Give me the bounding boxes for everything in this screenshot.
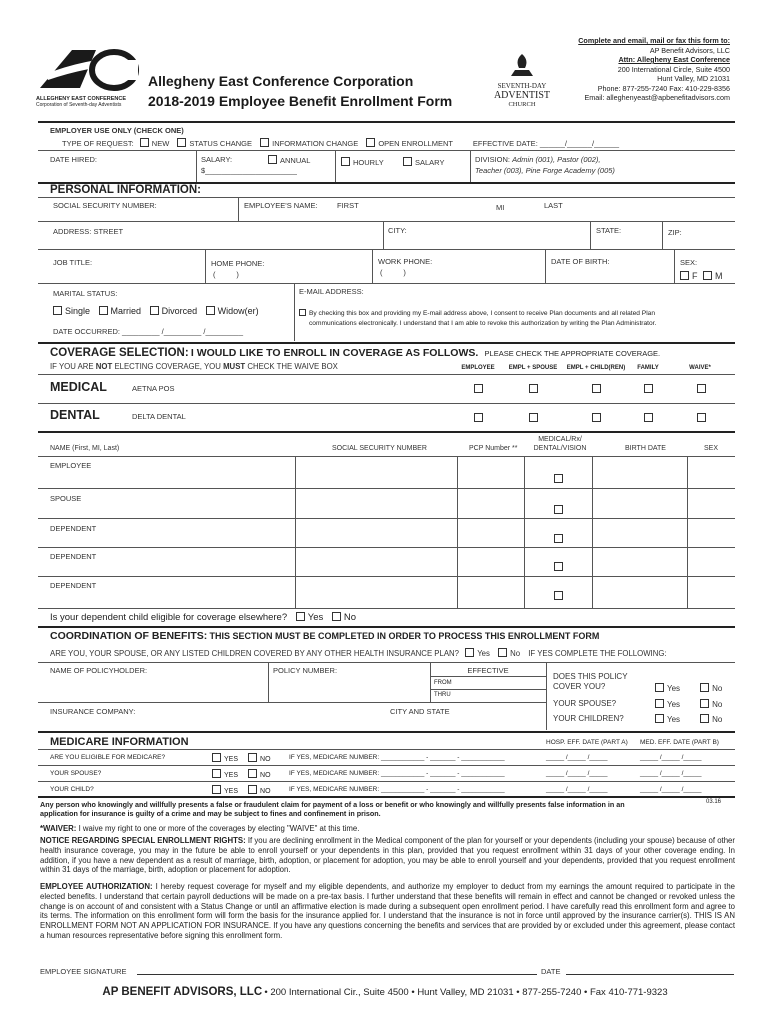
- cover-you-no-label: No: [712, 684, 723, 693]
- dob-field[interactable]: DATE OF BIRTH:: [551, 257, 610, 266]
- policy-number-field[interactable]: POLICY NUMBER:: [273, 666, 338, 675]
- medicare-child-hosp-date[interactable]: _____ /_____ /_____: [546, 786, 608, 793]
- cob-if-yes: IF YES COMPLETE THE FOLLOWING:: [528, 649, 667, 658]
- medicare-child-med-date[interactable]: _____ /_____ /_____: [640, 786, 702, 793]
- notice-text: [40, 836, 735, 875]
- dental-label: DENTAL: [50, 408, 100, 422]
- salary-option-label: SALARY: [415, 158, 445, 167]
- personal-heading: PERSONAL INFORMATION:: [50, 184, 201, 196]
- medicare-child-no-checkbox[interactable]: [248, 785, 257, 794]
- divorced-checkbox[interactable]: [150, 306, 159, 315]
- row-employee: EMPLOYEE: [50, 461, 92, 470]
- division-line-1: Admin (001), Pastor (002),: [512, 155, 601, 164]
- medicare-spouse-no-checkbox[interactable]: [248, 769, 257, 778]
- contact-addr2: Hunt Valley, MD 21031: [657, 74, 730, 83]
- sex-label: SEX:: [680, 258, 698, 267]
- contact-block: [470, 36, 730, 103]
- dental-children-checkbox[interactable]: [592, 413, 601, 422]
- eligible-elsewhere-row: [50, 612, 356, 623]
- hourly-label: HOURLY: [353, 158, 384, 167]
- consent-line-2: communications electronically. I understand that I am able to revoke this authorization by writing the Plan Administrator.: [309, 320, 657, 327]
- coverage-heading-rest: I WOULD LIKE TO ENROLL IN COVERAGE AS FOLLOWS.: [190, 347, 479, 359]
- divorced-label: Divorced: [161, 306, 198, 316]
- coverage-heading: COVERAGE SELECTION:: [50, 347, 189, 359]
- insurance-company-field[interactable]: INSURANCE COMPANY:: [50, 707, 136, 716]
- cover-you-line-1: DOES THIS POLICY: [553, 672, 628, 681]
- col-spouse: EMPL + SPOUSE: [508, 365, 558, 371]
- cover-you-question: [553, 672, 628, 692]
- cob-question: ARE YOU, YOUR SPOUSE, OR ANY LISTED CHILDREN COVERED BY ANY OTHER HEALTH INSURANCE PLAN?: [50, 649, 460, 658]
- address-label: ADDRESS:: [53, 227, 92, 236]
- state-field[interactable]: STATE:: [596, 226, 622, 235]
- waive-not: NOT: [95, 362, 113, 371]
- cover-spouse-question: YOUR SPOUSE?: [553, 699, 617, 708]
- cover-children-yes-label: Yes: [667, 715, 681, 724]
- marital-label: MARITAL STATUS:: [53, 289, 118, 298]
- medical-employee-checkbox[interactable]: [474, 384, 483, 393]
- sex-m-label: M: [715, 271, 723, 281]
- sda-line-2: ADVENTIST: [493, 90, 551, 101]
- single-checkbox[interactable]: [53, 306, 62, 315]
- new-checkbox[interactable]: [140, 138, 149, 147]
- status-change-checkbox[interactable]: [177, 138, 186, 147]
- eligible-question: Is your dependent child eligible for coverage elsewhere?: [50, 612, 288, 623]
- medicare-self-hosp-date[interactable]: _____ /_____ /_____: [546, 754, 608, 761]
- aec-logo: [36, 44, 146, 106]
- thru-field[interactable]: THRU: [434, 692, 451, 698]
- waiver-text: [40, 824, 735, 834]
- row-dependent-2: DEPENDENT: [50, 552, 97, 561]
- cover-spouse-no-label: No: [712, 700, 723, 709]
- col-name: NAME (First, MI, Last): [50, 445, 120, 452]
- salary-checkbox[interactable]: [403, 157, 412, 166]
- job-title-field[interactable]: JOB TITLE:: [53, 258, 93, 267]
- cover-spouse-yes-label: Yes: [667, 700, 681, 709]
- medicare-child-number[interactable]: IF YES, MEDICARE NUMBER: ____________ - _______ - ____________: [289, 786, 505, 793]
- medicare-self-med-date[interactable]: _____ /_____ /_____: [640, 754, 702, 761]
- cover-spouse-no-checkbox[interactable]: [700, 699, 709, 708]
- salary-label: SALARY:: [201, 155, 233, 164]
- open-enrollment-checkbox[interactable]: [366, 138, 375, 147]
- medicare-child-no: NO: [260, 788, 271, 795]
- division-label: DIVISION:: [475, 155, 511, 164]
- medicare-spouse-no: NO: [260, 772, 271, 779]
- col-pcp: PCP Number **: [469, 445, 518, 452]
- dental-waive-checkbox[interactable]: [697, 413, 706, 422]
- consent-line-1: By checking this box and providing my E-mail address above, I consent to receive Plan documents and all related Plan: [309, 310, 655, 317]
- cover-children-no-label: No: [712, 715, 723, 724]
- home-phone-label: HOME PHONE:: [211, 259, 265, 268]
- work-phone-field[interactable]: ( ): [380, 268, 406, 277]
- col-birth: BIRTH DATE: [625, 445, 666, 452]
- medicare-child-yes: YES: [224, 788, 239, 795]
- medicare-child-yes-checkbox[interactable]: [212, 785, 221, 794]
- contact-attn: Attn: Allegheny East Conference: [618, 55, 730, 64]
- date-occurred-field[interactable]: DATE OCCURRED: _________ /_________ /_________: [53, 327, 243, 336]
- medicare-spouse-yes: YES: [224, 772, 239, 779]
- notice-label: NOTICE REGARDING SPECIAL ENROLLMENT RIGHTS:: [40, 836, 246, 845]
- medicare-child-question: YOUR CHILD?: [50, 786, 94, 793]
- signature-line[interactable]: [137, 974, 537, 975]
- cob-heading: COORDINATION OF BENEFITS:: [50, 630, 208, 642]
- married-label: Married: [110, 306, 142, 316]
- widow-checkbox[interactable]: [206, 306, 215, 315]
- cob-no-checkbox[interactable]: [498, 648, 507, 657]
- row-dependent-3: DEPENDENT: [50, 581, 97, 590]
- medical-family-checkbox[interactable]: [644, 384, 653, 393]
- last-name-field[interactable]: LAST: [544, 201, 563, 210]
- medicare-spouse-question: YOUR SPOUSE?: [50, 770, 102, 777]
- col-employee: EMPLOYEE: [461, 365, 495, 371]
- col-medical-2: DENTAL/VISION: [533, 445, 587, 452]
- date-line[interactable]: [566, 974, 734, 975]
- contact-email: Email: alleghenyeast@apbenefitadvisors.com: [584, 93, 730, 102]
- fraud-line-1: Any person who knowingly and willfully presents a false or fraudulent claim for payment of a loss or benefit or who knowingly and willfully presents false information in an: [40, 800, 625, 809]
- info-change-checkbox[interactable]: [260, 138, 269, 147]
- col-children: EMPL + CHILD(REN): [566, 365, 626, 371]
- logo-caption-1: ALLEGHENY EAST CONFERENCE: [36, 96, 127, 102]
- sex-f-label: F: [692, 271, 698, 281]
- cover-children-question: YOUR CHILDREN?: [553, 714, 624, 723]
- eligible-yes-label: Yes: [307, 612, 324, 623]
- info-change-label: INFORMATION CHANGE: [272, 139, 359, 148]
- cover-children-no-checkbox[interactable]: [700, 714, 709, 723]
- sda-line-1: SEVENTH-DAY: [497, 82, 547, 90]
- city-field[interactable]: CITY:: [388, 226, 407, 235]
- waiver-body: I waive my right to one or more of the coverages by electing "WAIVE" at this time.: [78, 824, 360, 833]
- cob-yes-checkbox[interactable]: [465, 648, 474, 657]
- sda-line-3: CHURCH: [508, 101, 536, 108]
- hourly-checkbox[interactable]: [341, 157, 350, 166]
- coverage-heading-row: [50, 347, 660, 359]
- med-date-label: MED. EFF. DATE (PART B): [640, 739, 719, 746]
- medicare-self-yes: YES: [224, 756, 239, 763]
- date-label: DATE: [541, 967, 561, 976]
- dental-spouse-checkbox[interactable]: [529, 413, 538, 422]
- col-medical-1: MEDICAL/Rx/: [538, 436, 582, 443]
- hosp-date-label: HOSP. EFF. DATE (PART A): [546, 739, 628, 746]
- eligible-yes-checkbox[interactable]: [296, 612, 305, 621]
- work-phone-label: WORK PHONE:: [378, 257, 433, 266]
- home-phone-field[interactable]: ( ): [213, 270, 239, 279]
- city-state-field[interactable]: CITY AND STATE: [390, 707, 450, 716]
- authorization-text: [40, 882, 735, 941]
- form-version: 03.16: [706, 799, 722, 805]
- salary-field[interactable]: $______________________: [201, 166, 297, 175]
- authorization-label: EMPLOYEE AUTHORIZATION:: [40, 882, 153, 891]
- new-label: NEW: [151, 139, 170, 148]
- waive-text-3: CHECK THE WAIVE BOX: [247, 362, 338, 371]
- medicare-spouse-hosp-date[interactable]: _____ /_____ /_____: [546, 770, 608, 777]
- cover-you-yes-checkbox[interactable]: [655, 683, 664, 692]
- medical-waive-checkbox[interactable]: [697, 384, 706, 393]
- waive-text-1: IF YOU ARE: [50, 362, 94, 371]
- consent-checkbox[interactable]: [299, 309, 306, 316]
- medicare-self-no-checkbox[interactable]: [248, 753, 257, 762]
- medicare-self-no: NO: [260, 756, 271, 763]
- fraud-line-2: application for insurance is guilty of a crime and may be subject to fines and confinement in prison.: [40, 809, 381, 818]
- cob-heading-rest: THIS SECTION MUST BE COMPLETED IN ORDER TO PROCESS THIS ENROLLMENT FORM: [209, 631, 600, 641]
- medicare-self-yes-checkbox[interactable]: [212, 753, 221, 762]
- policyholder-field[interactable]: NAME OF POLICYHOLDER:: [50, 666, 148, 675]
- col-sex: SEX: [704, 445, 719, 452]
- form-title-2: 2018-2019 Employee Benefit Enrollment Form: [148, 93, 453, 109]
- cover-children-yes-checkbox[interactable]: [655, 714, 664, 723]
- consent-block: [299, 309, 656, 329]
- spouse-coverage-checkbox[interactable]: [554, 505, 563, 514]
- waive-instruction: [50, 362, 338, 371]
- col-ssn: SOCIAL SECURITY NUMBER: [332, 445, 427, 452]
- cover-spouse-yes-checkbox[interactable]: [655, 699, 664, 708]
- authorization-body: I hereby request coverage for myself and my eligible dependents, and authorize my employer to deduct from my earnings the amount required to participate in the elected benefits. I understand that certain payroll deductions will be made on a pre-tax basis. I further understand that these benefits will remain in effect and cannot be changed or revoked unless the change is on account of and consistent with a Status Change or until an affirmative election is made during a subsequent open enrollment period. I have carefully read this enrollment form and agree to its terms. The information on this enrollment form will form the basis for the insurance applied for. I understand that the insurance is not in force until approved by the insurance carrier(s). THIS IS AN ENROLLMENT FORM NOT AN APPLICATION FOR INSURANCE. If you have any questions concerning the benefits and services that are provided by or excluded under this agreement, please contact a human resources representative before signing this enrollment form.: [40, 882, 735, 940]
- coverage-note: PLEASE CHECK THE APPROPRIATE COVERAGE.: [484, 349, 661, 358]
- sex-m-checkbox[interactable]: [703, 271, 712, 280]
- contact-company: AP Benefit Advisors, LLC: [649, 45, 730, 55]
- dental-family-checkbox[interactable]: [644, 413, 653, 422]
- medicare-self-number[interactable]: IF YES, MEDICARE NUMBER: ____________ - _______ - ____________: [289, 754, 505, 761]
- cob-yes-label: Yes: [477, 649, 490, 658]
- form-title-1: Allegheny East Conference Corporation: [148, 73, 414, 89]
- row-dependent-1: DEPENDENT: [50, 524, 97, 533]
- dependent-1-coverage-checkbox[interactable]: [554, 534, 563, 543]
- contact-addr1: 200 International Circle, Suite 4500: [617, 64, 730, 74]
- sex-f-checkbox[interactable]: [680, 271, 689, 280]
- eligible-no-checkbox[interactable]: [332, 612, 341, 621]
- street-field[interactable]: STREET: [93, 227, 124, 236]
- eligible-no-label: No: [343, 612, 357, 623]
- employee-coverage-checkbox[interactable]: [554, 474, 563, 483]
- cover-you-yes-label: Yes: [667, 684, 681, 693]
- from-field[interactable]: FROM: [434, 680, 452, 686]
- dependent-2-coverage-checkbox[interactable]: [554, 562, 563, 571]
- fraud-warning: [40, 800, 690, 818]
- effective-date-field[interactable]: EFFECTIVE DATE: ______/______/______: [472, 139, 620, 148]
- request-label: TYPE OF REQUEST:: [62, 139, 134, 148]
- medicare-spouse-yes-checkbox[interactable]: [212, 769, 221, 778]
- dependent-3-coverage-checkbox[interactable]: [554, 591, 563, 600]
- status-change-label: STATUS CHANGE: [189, 139, 253, 148]
- footer-company: AP BENEFIT ADVISORS, LLC: [102, 986, 263, 998]
- medical-children-checkbox[interactable]: [592, 384, 601, 393]
- medicare-spouse-number[interactable]: IF YES, MEDICARE NUMBER: ____________ - _______ - ____________: [289, 770, 505, 777]
- married-checkbox[interactable]: [99, 306, 108, 315]
- effective-label: EFFECTIVE: [467, 666, 509, 675]
- row-spouse: SPOUSE: [50, 494, 82, 503]
- employer-heading: EMPLOYER USE ONLY (CHECK ONE): [50, 126, 184, 135]
- single-label: Single: [65, 306, 91, 316]
- ssn-field[interactable]: SOCIAL SECURITY NUMBER:: [53, 201, 157, 210]
- aec-logo-mark: [36, 44, 146, 92]
- waive-must: MUST: [223, 362, 246, 371]
- notice-body: If you are declining enrollment in the Medical component of the plan for yourself or your dependents (including your spouse) because of other health insurance coverage, you may in the future be able to enroll yourself or your dependents in this plan, provided that you request enrollment within 31 days of your other coverage ending. In addition, if you have a new dependent as a result of marriage, birth, adoption, or placement for adoption, you may be able to enroll yourself and your dependents, provided that you request enrollment within 31 days of the marriage, birth, adoption or placement for adoption.: [40, 836, 735, 875]
- signature-label: EMPLOYEE SIGNATURE: [40, 967, 127, 976]
- employee-name-label: EMPLOYEE'S NAME:: [244, 201, 318, 210]
- email-field[interactable]: E-MAIL ADDRESS:: [299, 287, 364, 296]
- logo-caption-2: Corporation of Seventh-day Adventists: [36, 102, 122, 108]
- request-type-row: [62, 138, 619, 148]
- zip-field[interactable]: ZIP:: [668, 228, 682, 237]
- cob-no-label: No: [510, 649, 521, 658]
- mi-field[interactable]: MI: [496, 203, 505, 212]
- col-family: FAMILY: [637, 365, 659, 371]
- contact-phone: Phone: 877-255-7240 Fax: 410-229-8356: [597, 83, 730, 93]
- annual-label: ANNUAL: [280, 156, 311, 165]
- footer: [30, 986, 740, 998]
- marital-options: [53, 306, 259, 316]
- medicare-heading: MEDICARE INFORMATION: [50, 736, 189, 748]
- open-enrollment-label: OPEN ENROLLMENT: [378, 139, 453, 148]
- contact-heading: Complete and email, mail or fax this form to:: [578, 36, 730, 45]
- widow-label: Widow(er): [217, 306, 259, 316]
- medicare-spouse-med-date[interactable]: _____ /_____ /_____: [640, 770, 702, 777]
- medical-label: MEDICAL: [50, 380, 107, 394]
- date-hired-field[interactable]: DATE HIRED:: [50, 155, 97, 164]
- cover-you-no-checkbox[interactable]: [700, 683, 709, 692]
- cob-question-row: [50, 648, 667, 658]
- division-line-2: Teacher (003), Pine Forge Academy (005): [475, 166, 615, 175]
- medicare-eligible-question: ARE YOU ELIGIBLE FOR MEDICARE?: [50, 754, 166, 761]
- waiver-label: *WAIVER:: [40, 824, 77, 833]
- waive-text-2: ELECTING COVERAGE, YOU: [114, 362, 221, 371]
- medical-plan: AETNA POS: [132, 384, 175, 393]
- col-waive: WAIVE*: [689, 365, 711, 371]
- cover-you-line-2: COVER YOU?: [553, 682, 606, 691]
- annual-checkbox[interactable]: [268, 155, 277, 164]
- first-name-field[interactable]: FIRST: [337, 201, 359, 210]
- col-medical: [528, 435, 592, 453]
- dental-employee-checkbox[interactable]: [474, 413, 483, 422]
- medical-spouse-checkbox[interactable]: [529, 384, 538, 393]
- cob-heading-row: [50, 630, 599, 642]
- dental-plan: DELTA DENTAL: [132, 412, 186, 421]
- footer-address: • 200 International Cir., Suite 4500 • Hunt Valley, MD 21031 • 877-255-7240 • Fax 410-771-9323: [264, 987, 668, 998]
